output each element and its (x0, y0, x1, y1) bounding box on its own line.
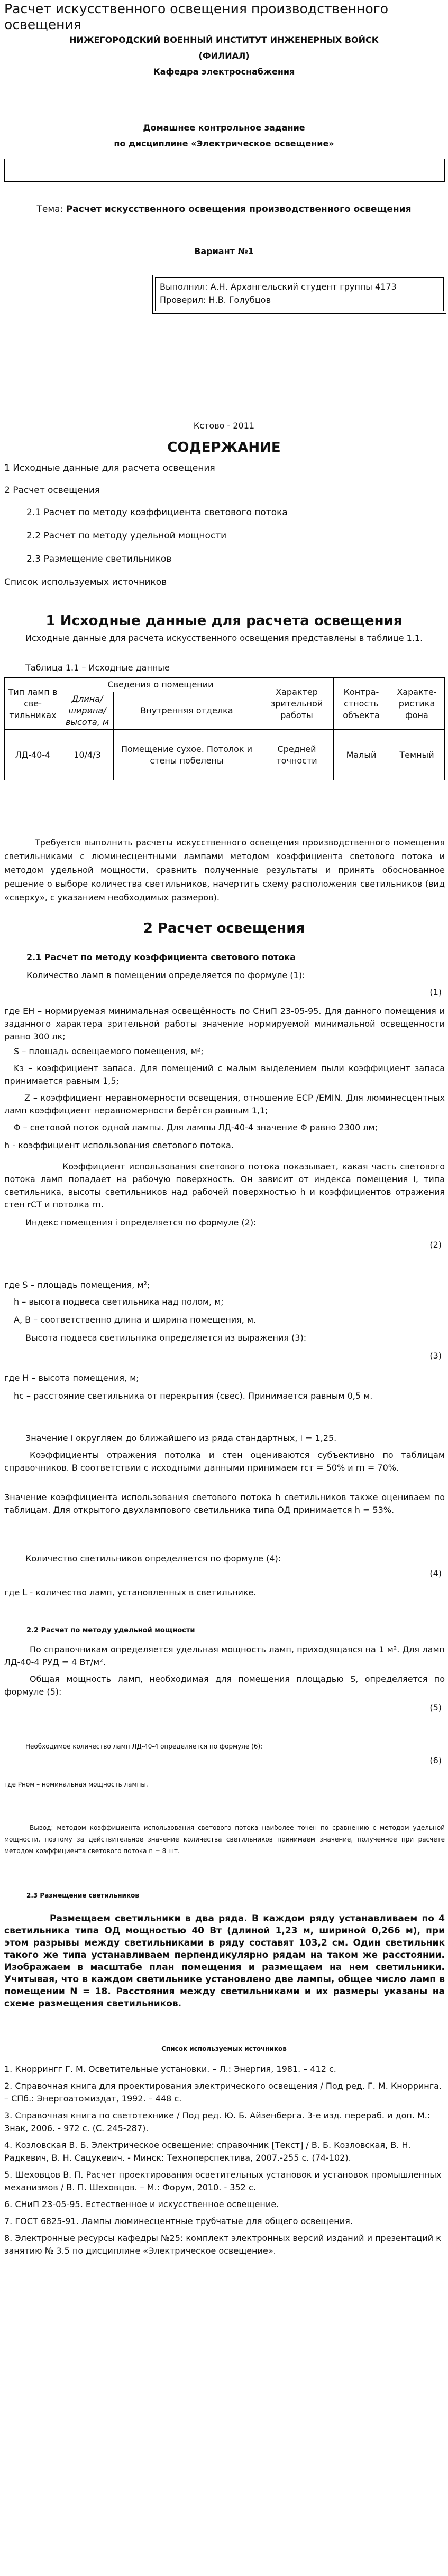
topic-label: Тема: (36, 204, 63, 215)
reference-item: 5. Шеховцов В. П. Расчет проектирования осветительных установок и установок промышленных механизмов / В. П. Шеховцов. – М.: Форум, 2010. - 352 с. (4, 2170, 442, 2192)
index-intro: Индекс помещения i определяется по формуле (2): (25, 1217, 257, 1227)
equation-number: (4) (429, 1568, 442, 1578)
topic-text: Расчет искусственного освещения производственного освещения (66, 204, 412, 215)
s-m2-description: где S – площадь помещения, м²; (4, 1280, 150, 1290)
eta-value-text: Значение коэффициента использования светового потока h светильников также оцениваем по таблицам. Для открытого двухлампового светильника типа ОД принимается h = 53%. (4, 1492, 445, 1515)
specific-power-text: По справочникам определяется удельная мощность ламп, приходящаяся на 1 м². Для ламп ЛД-40-4 PУД = 4 Вт/м². (4, 1644, 445, 1667)
section2-heading: 2 Расчет освещения (143, 920, 305, 936)
institute-branch: (ФИЛИАЛ) (198, 51, 250, 61)
section1-intro: Исходные данные для расчета искусственного освещения представлены в таблице 1.1. (25, 633, 423, 643)
title-frame (4, 159, 445, 182)
H-description: где H – высота помещения, м; (4, 1373, 139, 1383)
z-description: Z – коэффициент неравномерности освещения, отношение ECP /EMIN. Для люминесцентных ламп коэффициент неравномерности берётся равным 1,1; (4, 1093, 445, 1115)
eta-explanation: Коэффициент использования светового потока показывает, какая часть светового потока ламп попадает на рабочую поверхность. Он зависит от индекса помещения i, типа светильника, высоты светильников над рабочей поверхностью h и коэффициентов отражения стен rCT и потолка rп. (4, 1161, 445, 1210)
lamp-number-intro: Необходимое количество ламп ЛД-40-4 определяется по формуле (6): (25, 1743, 263, 1750)
equation-number: (1) (429, 987, 442, 997)
reference-item: 7. ГОСТ 6825-91. Лампы люминесцентные трубчатые для общего освещения. (4, 2216, 353, 2226)
checked-by: Проверил: Н.В. Голубцов (160, 295, 271, 305)
variant-number: Вариант №1 (194, 246, 254, 256)
cell-work-char: Средней точности (260, 730, 334, 780)
s-description: S – площадь освещаемого помещения, м²; (14, 1046, 204, 1056)
cell-lamp-type: ЛД-40-4 (5, 730, 61, 780)
header-work-char: Характер зрительной работы (260, 678, 334, 730)
discipline-line: по дисциплине «Электрическое освещение» (114, 138, 334, 148)
h-description: h – высота подвеса светильника над полом, м; (14, 1297, 224, 1307)
cell-contrast: Малый (334, 730, 389, 780)
references-heading: Список используемых источников (161, 2045, 287, 2052)
equation-number: (5) (429, 1703, 442, 1713)
city-year: Кстово - 2011 (193, 421, 255, 431)
ab-description: A, B – соответственно длина и ширина помещения, м. (14, 1315, 257, 1325)
subsection-2-2: 2.2 Расчет по методу удельной мощности (26, 1626, 195, 1634)
phi-description: Φ – световой поток одной лампы. Для лампы ЛД-40-4 значение Φ равно 2300 лм; (14, 1122, 378, 1132)
reference-item: 4. Козловская В. Б. Электрическое освещение: справочник [Текст] / В. Б. Козловская, В. Н. Радкевич, В. Н. Сацукевич. - Минск: Техноперспектива, 2007.-255 с. (74-102). (4, 2140, 411, 2163)
performed-by: Выполнил: А.Н. Архангельский студент группы 4173 (160, 282, 397, 292)
equation-number: (3) (429, 1351, 442, 1361)
section1-heading: 1 Исходные данные для расчета освещения (45, 613, 403, 629)
round-index: Значение i округляем до ближайшего из ряда стандартных, i = 1,25. (25, 1433, 337, 1443)
total-power-text: Общая мощность ламп, необходимая для помещения площадью S, определяется по формуле (5): (4, 1674, 445, 1697)
count-formula-intro: Количество ламп в помещении определяется по формуле (1): (26, 970, 305, 980)
reflection-text: Коэффициенты отражения потолка и стен оцениваются субъективно по таблицам справочников. В соответствии с исходными данными принимаем rст = 50% и rп = 70%. (4, 1450, 445, 1473)
references-list (4, 2063, 445, 2262)
conclusion-text: Вывод: методом коэффициента использования светового потока наиболее точен по сравнению с методом удельной мощности, поэтому за действительное значение количества светильников принимаем значение, полученное при расчете методом коэффициента светового потока n = 8 шт. (4, 1824, 445, 1855)
hc-description: hс – расстояние светильника от перекрытия (свес). Принимается равным 0,5 м. (14, 1391, 373, 1401)
document-title: Расчет искусственного освещения производственного освещения (4, 1, 389, 32)
subsection-2-1: 2.1 Расчет по методу коэффициента светового потока (26, 952, 296, 962)
source-data-table (4, 677, 445, 780)
header-bg: Характе-ристика фона (389, 678, 445, 730)
placement-text: Размещаем светильники в два ряда. В каждом ряду устанавливаем по 4 светильника типа ОД мощностью 40 Вт (длиной 1,23 м, шириной 0,266 м), при этом разрывы между светильниками в ряду составят 103,2 см. Один светильник такого же типа устанавливаем перпендикулярно рядам на таком же расстоянии. Изображаем в масштабе план помещения и размещаем на нем светильники. Учитывая, что в каждом светильнике установлено две лампы, общее число ламп в помещении N = 18. Расстояния между светильниками и их размеры указаны на схеме размещения светильников. (4, 1913, 445, 2009)
reference-item: 8. Электронные ресурсы кафедры №25: комплект электронных версий изданий и презентаций к занятию № 3.5 по дисциплине «Электрическое освещение». (4, 2233, 441, 2256)
en-description: где EH – нормируемая минимальная освещённость по СНиП 23-05-95. Для данного помещения и заданного характера зрительной работы значение нормируемой минимальной освещенности равно 300 лк; (4, 1006, 445, 1041)
header-contrast: Контра-стность объекта (334, 678, 389, 730)
L-description: где L - количество ламп, установленных в светильнике. (4, 1587, 257, 1597)
contents-heading: СОДЕРЖАНИЕ (167, 440, 281, 455)
table-caption: Таблица 1.1 – Исходные данные (25, 663, 170, 673)
cell-bg: Темный (389, 730, 445, 780)
height-intro: Высота подвеса светильника определяется из выражения (3): (25, 1333, 307, 1343)
toc-item[interactable]: 2 Расчет освещения (4, 485, 100, 496)
task-statement: Требуется выполнить расчеты искусственного освещения производственного помещения светильниками с люминесцентными лампами методом коэффициента светового потока и методом удельной мощности, сравнить полученные результаты и принять обоснованное решение о выборе количества светильников, начертить схему расположения светильников (вид «сверху», с указанием необходимых размеров). (4, 838, 445, 903)
cell-length: 10/4/3 (61, 730, 114, 780)
lamp-count-intro: Количество светильников определяется по формуле (4): (25, 1554, 281, 1564)
reference-item: 3. Справочная книга по светотехнике / Под ред. Ю. Б. Айзенберга. 3-е изд. перераб. и доп. М.: Знак, 2006. - 972 с. (С. 245-287). (4, 2110, 431, 2133)
header-finish: Внутренняя отделка (114, 692, 260, 730)
toc-item[interactable]: Список используемых источников (4, 577, 167, 588)
toc-item[interactable]: 2.3 Размещение светильников (26, 554, 172, 564)
header-lamp-type: Тип ламп в све-тильниках (5, 678, 61, 730)
institute-name: НИЖЕГОРОДСКИЙ ВОЕННЫЙ ИНСТИТУТ ИНЖЕНЕРНЫХ ВОЙСК (69, 35, 379, 45)
pnom-description: где Pном – номинальная мощность лампы. (4, 1781, 148, 1788)
subsection-2-3: 2.3 Размещение светильников (26, 1892, 139, 1899)
department-name: Кафедра электроснабжения (153, 67, 295, 77)
equation-number: (6) (429, 1755, 442, 1765)
reference-item: 2. Справочная книга для проектирования электрического освещения / Под ред. Г. М. Кнорринга. – СПб.: Энергоатомиздат, 1992. – 448 с. (4, 2081, 442, 2104)
reference-item: 1. Кноррингг Г. М. Осветительные установки. – Л.: Энергия, 1981. – 412 с. (4, 2064, 336, 2074)
header-room-info: Сведения о помещении (61, 678, 260, 692)
header-length: Длина/ширина/высота, м (61, 692, 114, 730)
kz-description: Kз – коэффициент запаса. Для помещений с малым выделением пыли коэффициент запаса принимается равным 1,5; (4, 1063, 445, 1086)
signature-box (152, 275, 446, 314)
task-title: Домашнее контрольное задание (143, 123, 305, 133)
reference-item: 6. СНиП 23-05-95. Естественное и искусственное освещение. (4, 2199, 279, 2209)
eta-description: h - коэффициент использования светового потока. (4, 1140, 234, 1150)
toc-item[interactable]: 2.2 Расчет по методу удельной мощности (26, 531, 227, 541)
toc-item[interactable]: 2.1 Расчет по методу коэффициента светового потока (26, 507, 288, 518)
toc-item[interactable]: 1 Исходные данные для расчета освещения (4, 463, 215, 473)
topic-line (0, 204, 448, 215)
cell-finish: Помещение сухое. Потолок и стены побелены (114, 730, 260, 780)
equation-number: (2) (429, 1240, 442, 1250)
